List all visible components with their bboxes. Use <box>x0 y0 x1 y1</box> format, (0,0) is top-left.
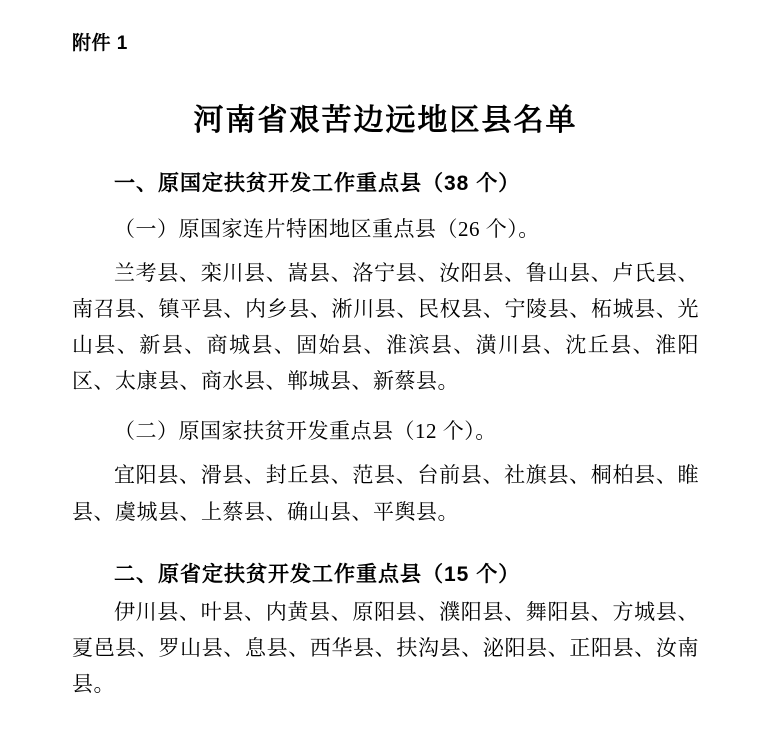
document-page <box>0 28 771 749</box>
section-1 <box>72 167 699 530</box>
page-title: 河南省艰苦边远地区县名单 <box>193 104 578 137</box>
section-heading: 一、原国定扶贫开发工作重点县（38 个） <box>114 172 521 195</box>
subsection-body: 宜阳县、滑县、封丘县、范县、台前县、社旗县、桐柏县、睢县、虞城县、上蔡县、确山县、平舆县。 <box>72 463 699 524</box>
section-heading: 二、原省定扶贫开发工作重点县（15 个） <box>114 562 521 586</box>
subsection-body: 伊川县、叶县、内黄县、原阳县、濮阳县、舞阳县、方城县、夏邑县、罗山县、息县、西华县、扶沟县、泌阳县、正阳县、汝南县。 <box>72 599 699 696</box>
section-2 <box>72 558 699 702</box>
subsection-heading: （二）原国家扶贫开发重点县（12 个）。 <box>114 419 497 444</box>
subsection-body: 兰考县、栾川县、嵩县、洛宁县、汝阳县、鲁山县、卢氏县、南召县、镇平县、内乡县、淅川县、民权县、宁陵县、柘城县、光山县、新县、商城县、固始县、淮滨县、潢川县、沈丘县、淮阳区、太康县、商水县、郸城县、新蔡县。 <box>72 261 699 394</box>
attachment-label: 附件 1 <box>72 33 128 54</box>
subsection-heading: （一）原国家连片特困地区重点县（26 个）。 <box>114 217 540 241</box>
